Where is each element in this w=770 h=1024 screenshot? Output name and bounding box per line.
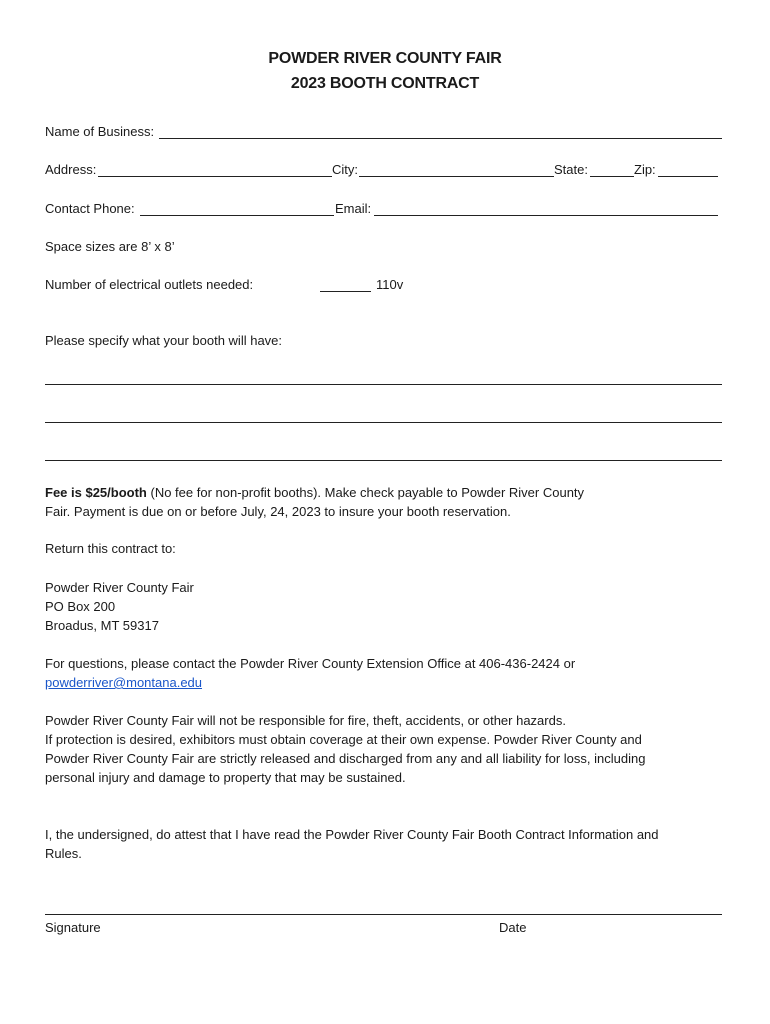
outlets-unit: 110v	[376, 277, 404, 292]
form-title: POWDER RIVER COUNTY FAIR	[268, 50, 502, 67]
zip-field[interactable]	[658, 176, 718, 177]
booth-description-line-3[interactable]	[45, 460, 722, 461]
booth-description-line-1[interactable]	[45, 384, 722, 385]
liability-line: Powder River County Fair are strictly released and discharged from any and all liability for loss, including	[45, 751, 646, 766]
phone-field[interactable]	[140, 215, 334, 216]
liability-line: personal injury and damage to property that may be sustained.	[45, 770, 406, 785]
contact-paragraph	[45, 654, 725, 692]
contact-text: For questions, please contact the Powder River County Extension Office at 406-436-2424 or	[45, 656, 576, 671]
city-field[interactable]	[359, 176, 554, 177]
space-sizes-text: Space sizes are 8’ x 8’	[45, 239, 175, 254]
fee-paragraph	[45, 483, 725, 521]
email-field[interactable]	[374, 215, 718, 216]
booth-prompt: Please specify what your booth will have:	[45, 333, 283, 348]
business-name-label: Name of Business:	[45, 124, 155, 139]
attest-line: I, the undersigned, do attest that I have read the Powder River County Fair Booth Contract Information and	[45, 827, 659, 842]
booth-description-line-2[interactable]	[45, 422, 722, 423]
attest-line: Rules.	[45, 846, 82, 861]
attest-paragraph	[45, 825, 725, 863]
phone-label: Contact Phone:	[45, 201, 135, 216]
date-label: Date	[499, 920, 527, 935]
liability-paragraph	[45, 711, 725, 787]
return-address-line: PO Box 200	[45, 599, 116, 614]
state-field[interactable]	[590, 176, 634, 177]
return-address-line: Powder River County Fair	[45, 580, 194, 595]
zip-label: Zip:	[634, 162, 656, 177]
state-label: State:	[554, 162, 588, 177]
business-name-field[interactable]	[159, 138, 722, 139]
outlets-label: Number of electrical outlets needed:	[45, 277, 254, 292]
signature-label: Signature	[45, 920, 101, 935]
fee-due-date: Fair. Payment is due on or before July, 24, 2023 to insure your booth reservation.	[45, 504, 511, 519]
return-label: Return this contract to:	[45, 541, 176, 556]
signature-line[interactable]	[45, 914, 722, 915]
address-label: Address:	[45, 162, 97, 177]
email-label: Email:	[335, 201, 372, 216]
address-field[interactable]	[98, 176, 332, 177]
city-label: City:	[332, 162, 358, 177]
return-address	[45, 578, 725, 635]
outlets-field[interactable]	[320, 291, 371, 292]
liability-line: Powder River County Fair will not be responsible for fire, theft, accidents, or other hazards.	[45, 713, 566, 728]
contact-email-link[interactable]: powderriver@montana.edu	[45, 675, 203, 690]
liability-line: If protection is desired, exhibitors must obtain coverage at their own expense. Powder River County and	[45, 732, 642, 747]
form-subtitle: 2023 BOOTH CONTRACT	[290, 75, 480, 92]
fee-note: (No fee for non-profit booths). Make check payable to Powder River County	[146, 485, 585, 500]
fee-amount: Fee is $25/booth	[45, 485, 147, 500]
return-address-line: Broadus, MT 59317	[45, 618, 159, 633]
